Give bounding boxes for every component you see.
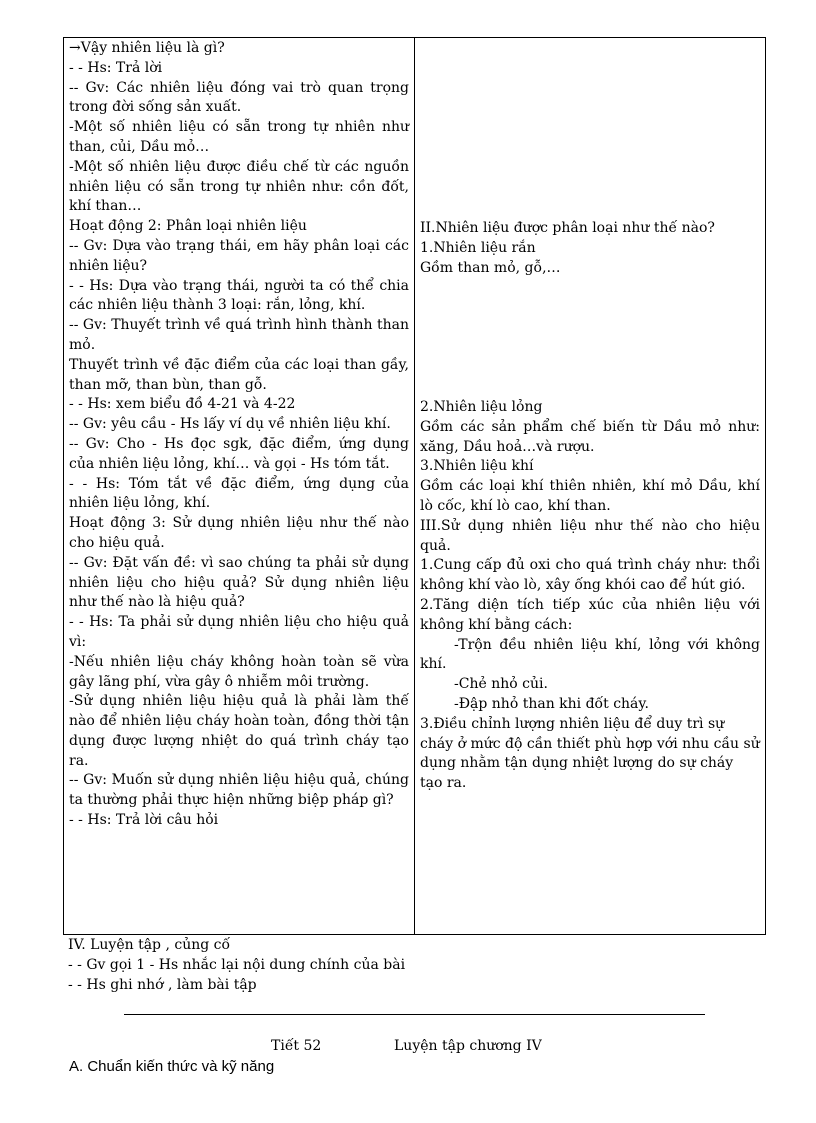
activity-line: -Nếu nhiên liệu cháy không hoàn toàn sẽ vừa gây lãng phí, vừa gây ô nhiễm môi trường. [69,653,409,690]
activity-line: - - Hs: Trả lời câu hỏi [69,812,219,829]
activity-line: -- Gv: Các nhiên liệu đóng vai trò quan trọng trong đời sống sản xuất. [69,79,409,116]
section-a-heading: A. Chuẩn kiến thức và kỹ năng [69,1058,275,1075]
activity-line: - - Hs: Trả lời [69,59,163,76]
activity-line: -- Gv: Đặt vấn đề: vì sao chúng ta phải sử dụng nhiên liệu cho hiệu quả? Sử dụng nhiên liệu như thế nào là hiệu quả? [69,554,409,611]
practice-line: - - Gv gọi 1 - Hs nhắc lại nội dung chính của bài [68,957,406,973]
activity-line: -- Gv: Thuyết trình về quá trình hình thành than mỏ. [69,317,409,353]
content-sub-line: -Chẻ nhỏ củi. [454,676,548,693]
activity-line: -Một số nhiên liệu có sẵn trong tự nhiên như than, củi, Dầu mỏ… [69,119,409,155]
activity-line: -Sử dụng nhiên liệu hiệu quả là phải làm thế nào để nhiên liệu cháy hoàn toàn, đồng thời tận dụng được lượng nhiệt do quá trình cháy tạo ra. [69,693,409,769]
practice-section [68,935,405,995]
lesson-title: Luyện tập chương IV [394,1038,542,1054]
content-sub-line: -Trộn đều nhiên liệu khí, lỏng với không khí. [420,636,760,673]
activity-line: - - Hs: Dựa vào trạng thái, người ta có thể chia các nhiên liệu thành 3 loại: rắn, lỏng, khí. [69,277,409,314]
content-line: 2.Tăng diện tích tiếp xúc của nhiên liệu với không khí bằng cách: [420,596,760,633]
activity-line: Thuyết trình về đặc điểm của các loại than gầy, than mỡ, than bùn, than gỗ. [69,356,409,393]
section-title: III.Sử dụng nhiên liệu như thế nào cho hiệu quả. [420,517,760,554]
lesson-content-column-cont [420,398,760,794]
content-line: 1.Cung cấp đủ oxi cho quá trình cháy như: thổi không khí vào lò, xây ống khói cao để hút gió. [420,557,760,594]
activity-line: -- Gv: Dựa vào trạng thái, em hãy phân loại các nhiên liệu? [69,237,409,274]
activity-line: -- Gv: yêu cầu - Hs lấy ví dụ về nhiên liệu khí. [69,416,391,433]
separator-line [124,1014,705,1015]
activity-heading: Hoạt động 2: Phân loại nhiên liệu [69,218,307,235]
activity-heading: Hoạt động 3: Sử dụng nhiên liệu như thế nào cho hiệu quả. [69,515,409,551]
content-line: Gồm các loại khí thiên nhiên, khí mỏ Dầu, khí lò cốc, khí lò cao, khí than. [420,478,760,514]
practice-heading: IV. Luyện tập , củng cố [68,937,231,953]
activity-line: -Một số nhiên liệu được điều chế từ các nguồn nhiên liệu có sẵn trong tự nhiên như: cồn đốt, khí than… [69,158,409,215]
lesson-content-column [420,219,760,278]
subsection-title: 1.Nhiên liệu rắn [420,239,536,256]
content-line: 3.Điều chỉnh lượng nhiên liệu để duy trì sự cháy ở mức độ cần thiết phù hợp với nhu cầu sử dụng nhằm tận dụng nhiệt lượng do sự cháy tạo ra. [420,715,760,792]
subsection-title: 2.Nhiên liệu lỏng [420,399,543,415]
column-divider [414,38,415,934]
content-line: Gồm than mỏ, gỗ,… [420,259,561,276]
teacher-student-activity-column [69,39,409,831]
subsection-title: 3.Nhiên liệu khí [420,458,534,475]
activity-line: - - Hs: xem biểu đồ 4-21 và 4-22 [69,396,296,413]
activity-line: - - Hs: Ta phải sử dụng nhiên liệu cho hiệu quả vì: [69,614,409,650]
practice-line: - - Hs ghi nhớ , làm bài tập [68,977,257,993]
content-sub-line: -Đập nhỏ than khi đốt cháy. [454,695,649,712]
lesson-table [63,37,766,935]
content-line: Gồm các sản phẩm chế biến từ Dầu mỏ như: xăng, Dầu hoả…và rượu. [420,418,760,455]
activity-line: -- Gv: Cho - Hs đọc sgk, đặc điểm, ứng dụng của nhiên liệu lỏng, khí… và gọi - Hs tóm tắt. [69,435,409,472]
activity-line: -- Gv: Muốn sử dụng nhiên liệu hiệu quả, chúng ta thường phải thực hiện những biệp pháp gì? [69,772,409,809]
activity-line: →Vậy nhiên liệu là gì? [69,40,225,56]
activity-line: - - Hs: Tóm tắt về đặc điểm, ứng dụng của nhiên liệu lỏng, khí. [69,475,409,512]
section-title: II.Nhiên liệu được phân loại như thế nào? [420,220,715,236]
lesson-number: Tiết 52 [271,1038,322,1054]
